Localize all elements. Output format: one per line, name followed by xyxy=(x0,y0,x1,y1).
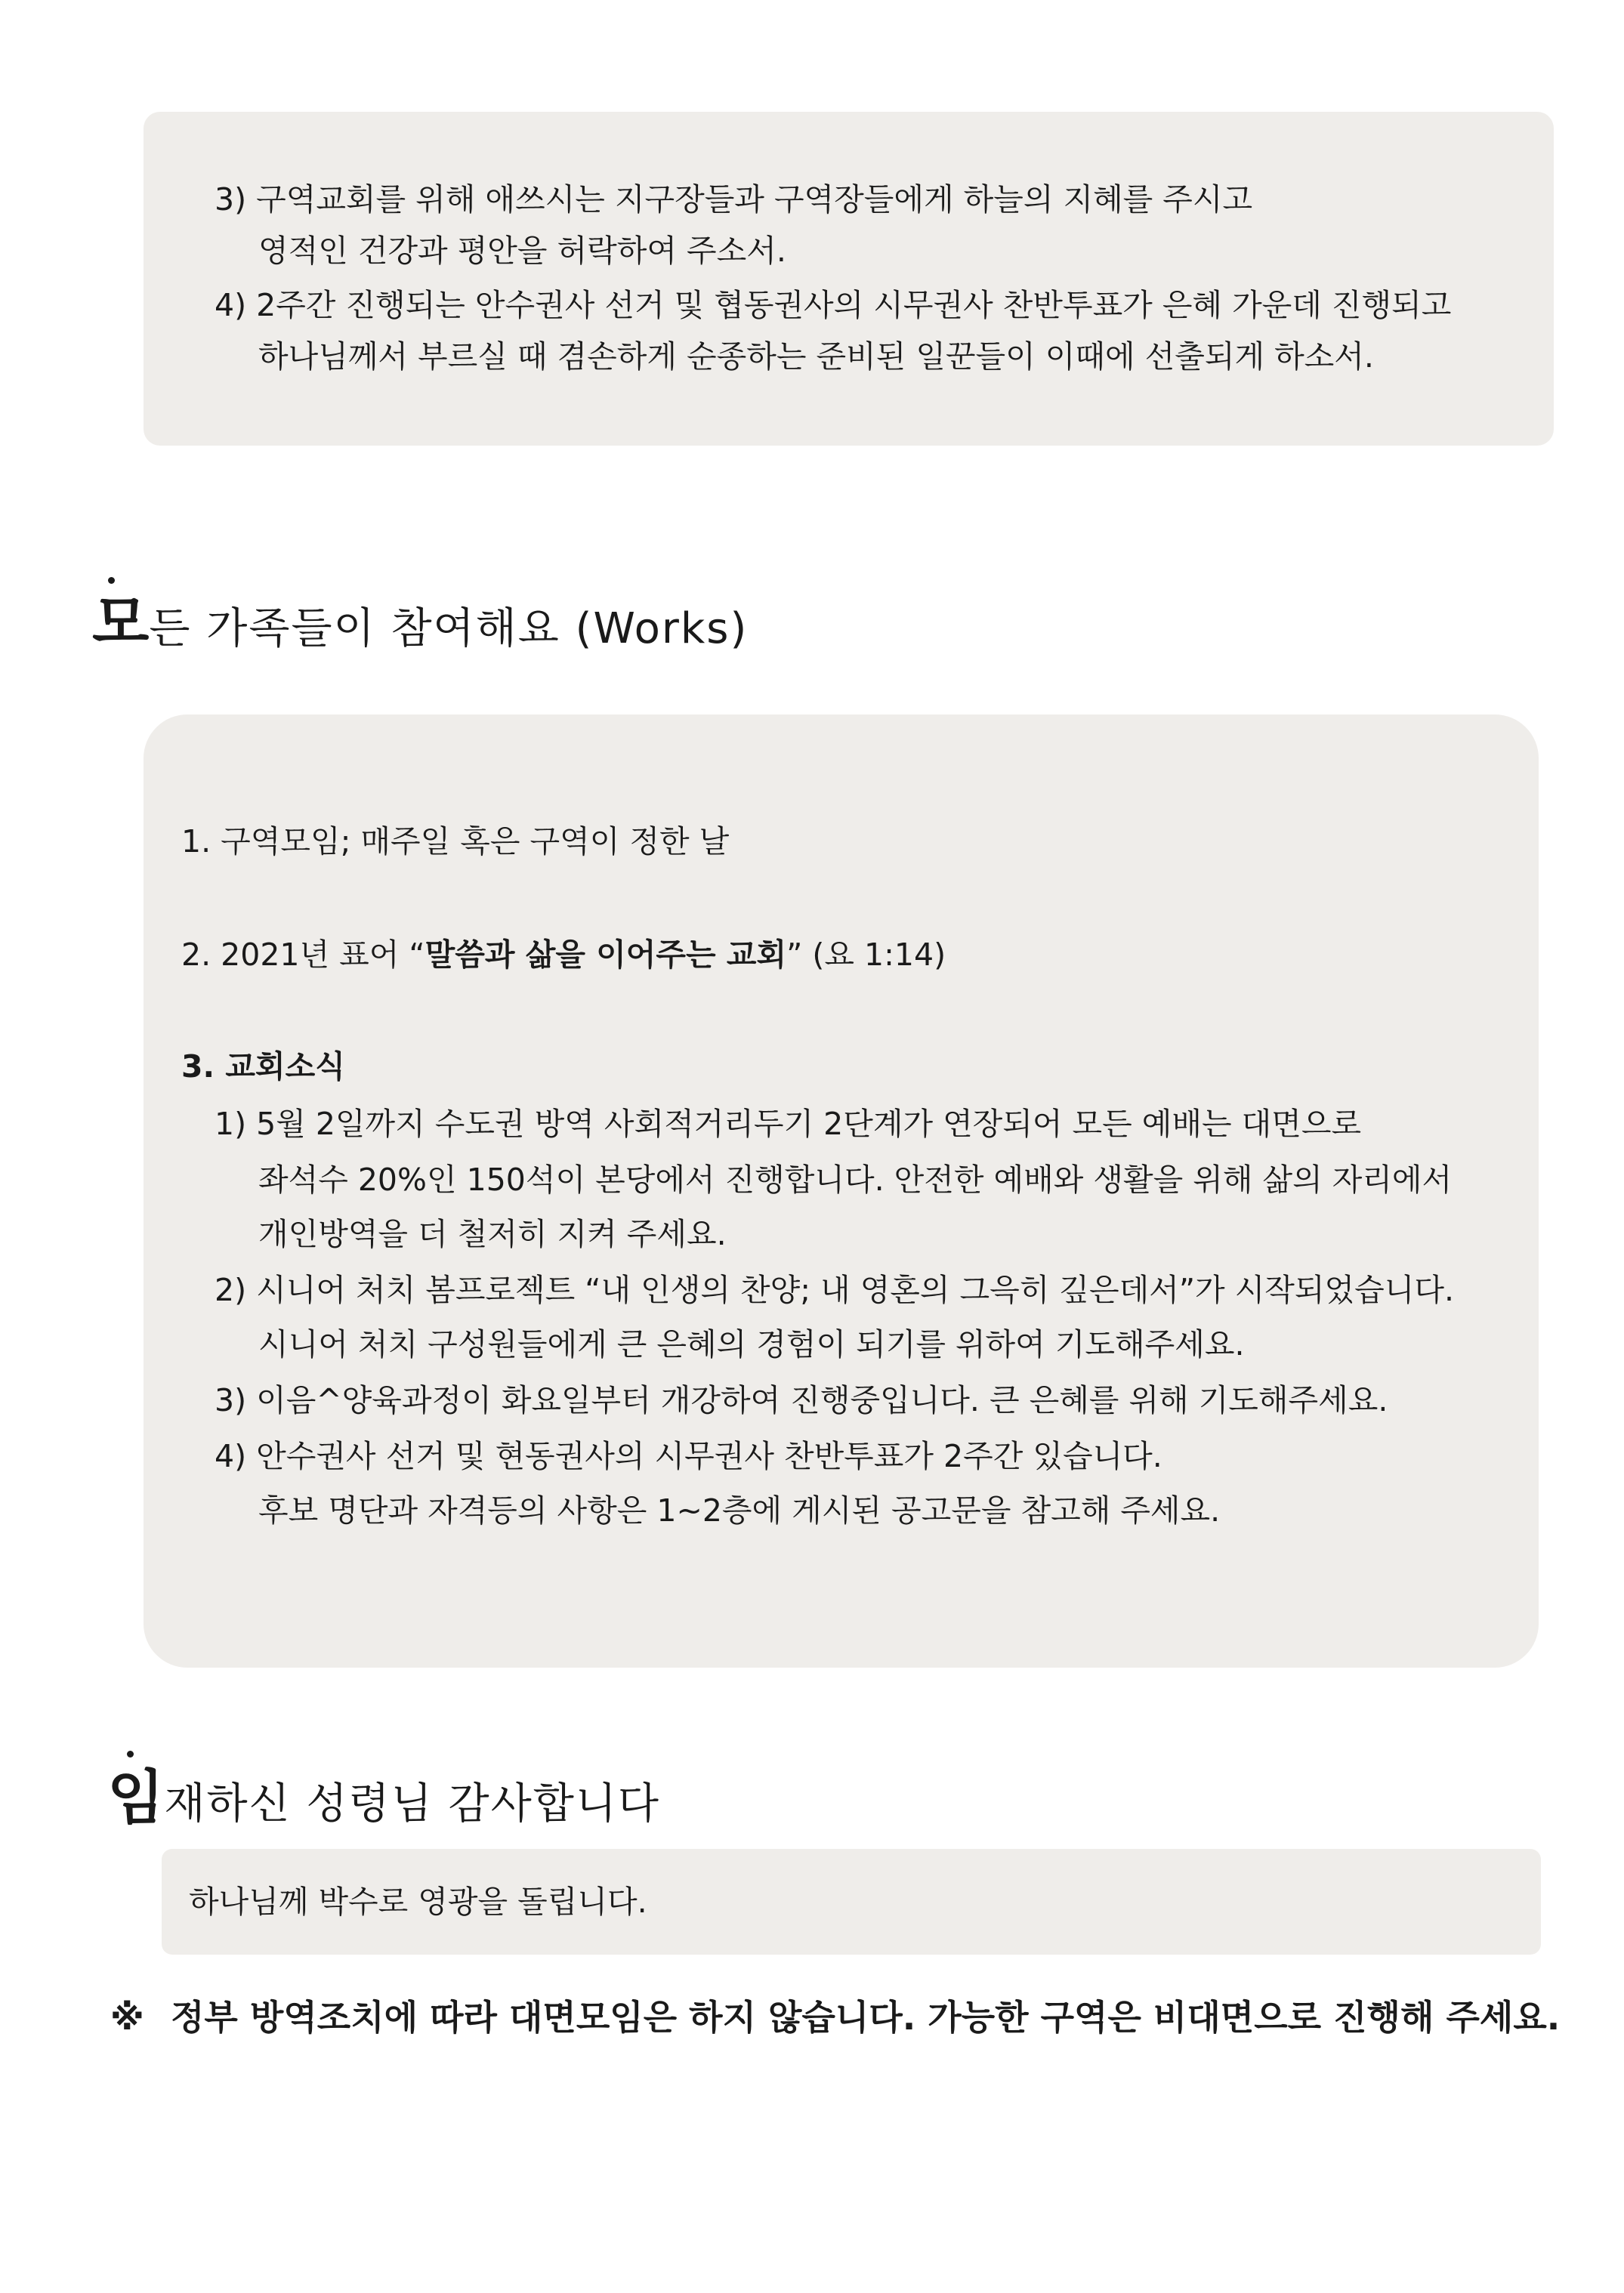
news-line: 시니어 처치 구성원들에게 큰 은혜의 경험이 되기를 위하여 기도해주세요. xyxy=(258,1326,1245,1363)
prayer-line: 3) 구역교회를 위해 애쓰시는 지구장들과 구역장들에게 하늘의 지혜를 주시고 xyxy=(215,181,1253,218)
news-line: 2) 시니어 처치 봄프로젝트 “내 인생의 찬양; 내 영혼의 그윽히 깊은데서”가 시작되었습니다. xyxy=(215,1272,1454,1308)
motto-prefix: 2. 2021년 표어 “ xyxy=(181,937,425,973)
works-item-2 xyxy=(181,937,946,973)
spirit-heading xyxy=(107,1764,661,1832)
thanks-text: 하나님께 박수로 영광을 돌립니다. xyxy=(189,1884,647,1920)
news-line: 후보 명단과 자격등의 사항은 1~2층에 게시된 공고문을 참고해 주세요. xyxy=(258,1492,1221,1529)
motto-suffix: ” (요 1:14) xyxy=(786,937,946,973)
heading-dot xyxy=(108,577,115,584)
news-line: 3) 이음^양육과정이 화요일부터 개강하여 진행중입니다. 큰 은혜를 위해 기도해주세요. xyxy=(215,1382,1388,1418)
heading-dot xyxy=(127,1751,134,1758)
notice-text: 정부 방역조치에 따라 대면모임은 하지 않습니다. 가능한 구역은 비대면으로 진행해 주세요. xyxy=(171,1997,1561,2038)
prayer-line: 하나님께서 부르실 때 겸손하게 순종하는 준비된 일꾼들이 이때에 선출되게 하소서. xyxy=(258,338,1374,375)
works-heading xyxy=(92,589,749,657)
news-line: 개인방역을 더 철저히 지켜 주세요. xyxy=(258,1216,727,1252)
spirit-heading-initial: 임 xyxy=(107,1764,165,1832)
prayer-box xyxy=(144,112,1554,446)
prayer-line: 영적인 건강과 평안을 허락하여 주소서. xyxy=(258,233,786,269)
works-item-1: 1. 구역모임; 매주일 혹은 구역이 정한 날 xyxy=(181,823,730,859)
spirit-heading-rest: 재하신 성령님 감사합니다 xyxy=(164,1779,661,1829)
works-heading-initial: 모 xyxy=(92,589,150,657)
notice-mark: ※ xyxy=(110,1997,144,2038)
motto-text: 말씀과 삶을 이어주는 교회 xyxy=(425,937,787,973)
works-heading-rest: 든 가족들이 참여해요 (Works) xyxy=(149,604,749,653)
prayer-line: 4) 2주간 진행되는 안수권사 선거 및 협동권사의 시무권사 찬반투표가 은혜 가운데 진행되고 xyxy=(215,287,1452,323)
news-line: 좌석수 20%인 150석이 본당에서 진행합니다. 안전한 예배와 생활을 위해 삶의 자리에서 xyxy=(258,1162,1453,1198)
news-line: 1) 5월 2일까지 수도권 방역 사회적거리두기 2단계가 연장되어 모든 예배는 대면으로 xyxy=(215,1106,1362,1142)
works-item-3-label: 3. 교회소식 xyxy=(181,1048,345,1085)
news-line: 4) 안수권사 선거 및 현동권사의 시무권사 찬반투표가 2주간 있습니다. xyxy=(215,1438,1162,1474)
